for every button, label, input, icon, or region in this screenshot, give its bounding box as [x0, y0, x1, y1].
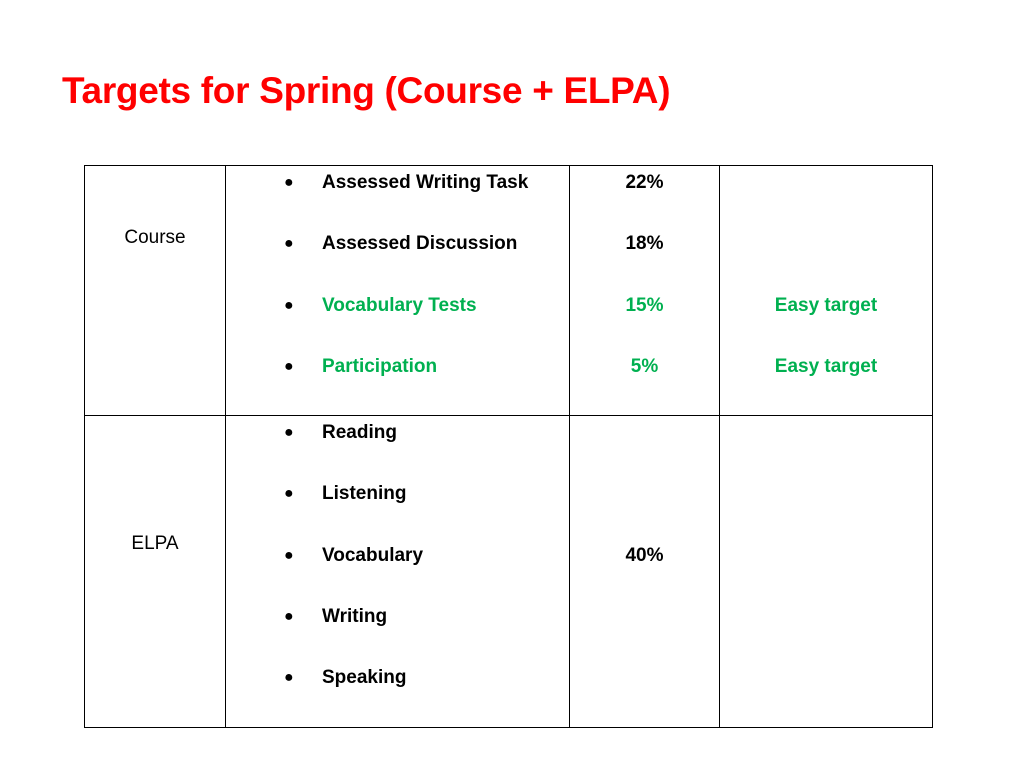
course-note-cell — [720, 166, 933, 416]
item-label: Assessed Writing Task — [322, 172, 529, 193]
group-label-elpa: ELPA — [85, 416, 226, 727]
item-label: Writing — [322, 606, 388, 628]
list-item — [226, 481, 569, 542]
percent-value: 40% — [625, 545, 664, 567]
course-percent-stack — [570, 166, 719, 415]
course-percent-cell — [570, 166, 720, 416]
list-item — [226, 231, 569, 292]
item-label: Assessed Discussion — [322, 233, 518, 255]
bullet-icon: ● — [284, 174, 294, 191]
bullet-icon: ● — [284, 424, 294, 442]
bullet-icon: ● — [284, 296, 294, 314]
item-label: Reading — [322, 422, 397, 444]
elpa-note-cell — [720, 416, 933, 727]
list-item — [226, 354, 569, 415]
list-item — [226, 170, 569, 231]
table-row-elpa — [85, 416, 933, 727]
bullet-icon: ● — [284, 546, 294, 564]
percent-value: 15% — [625, 294, 664, 316]
list-item — [226, 665, 569, 726]
item-label: Listening — [322, 483, 407, 505]
list-item — [226, 543, 569, 604]
item-label: Speaking — [322, 667, 407, 689]
elpa-percent-cell — [570, 416, 720, 727]
list-item — [226, 420, 569, 481]
table-row-course — [85, 166, 933, 416]
note-value — [720, 170, 932, 231]
group-label-course: Course — [85, 166, 226, 416]
list-item — [226, 293, 569, 354]
percent-value: 22% — [625, 172, 664, 193]
course-note-stack — [720, 166, 932, 415]
targets-table — [84, 165, 933, 728]
elpa-item-list — [226, 416, 569, 726]
note-value — [720, 231, 932, 292]
list-item — [226, 604, 569, 665]
note-value: Easy target — [774, 294, 878, 316]
bullet-icon: ● — [284, 485, 294, 503]
elpa-items-cell — [226, 416, 570, 727]
bullet-icon: ● — [284, 608, 294, 626]
item-label: Vocabulary Tests — [322, 294, 477, 316]
percent-value: 18% — [625, 233, 664, 255]
course-item-list — [226, 166, 569, 415]
item-label: Vocabulary — [322, 544, 424, 566]
course-items-cell — [226, 166, 570, 416]
slide-title: Targets for Spring (Course + ELPA) — [62, 70, 671, 111]
item-label: Participation — [322, 355, 438, 377]
note-value: Easy target — [774, 355, 878, 377]
percent-value: 5% — [630, 355, 659, 377]
bullet-icon: ● — [284, 669, 294, 687]
bullet-icon: ● — [284, 357, 294, 375]
bullet-icon: ● — [284, 235, 294, 253]
